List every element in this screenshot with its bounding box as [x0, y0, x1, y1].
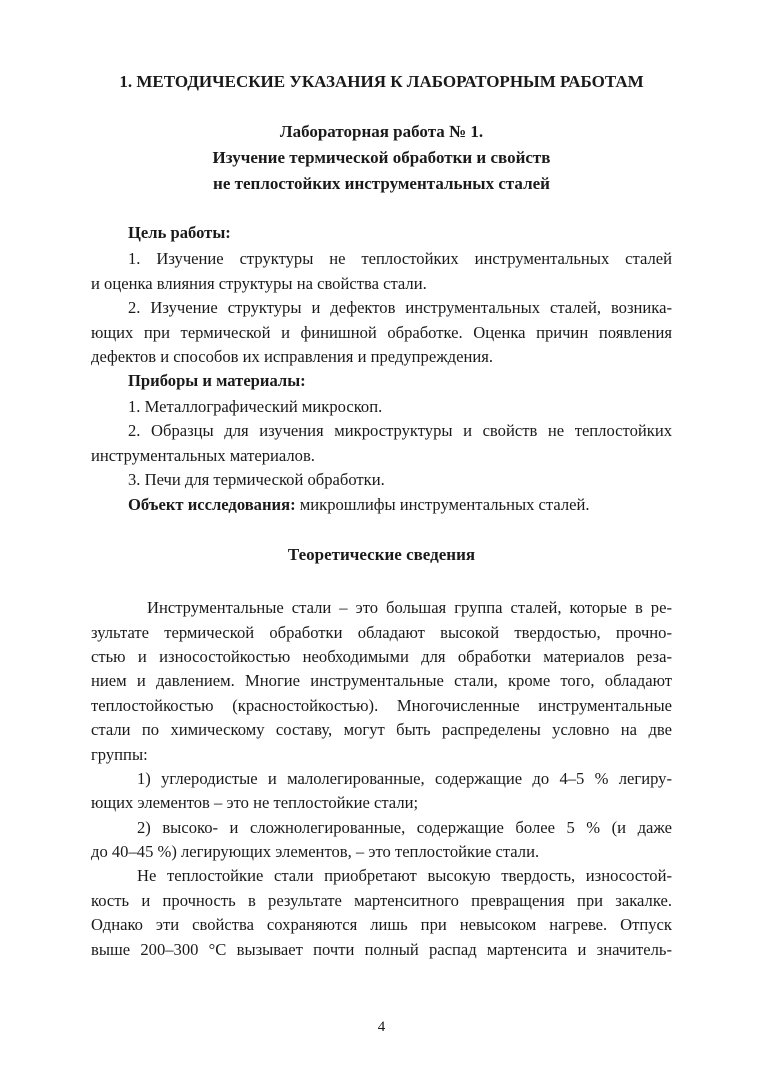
theory-p2-line-4: выше 200–300 °С вызывает почти полный распад мартенсита и значитель- — [91, 940, 672, 959]
goal-item-2-line-1: 2. Изучение структуры и дефектов инструментальных сталей, возника- — [128, 298, 672, 317]
equipment-item-1: 1. Металлографический микроскоп. — [128, 397, 383, 416]
theory-p2-line-3: Однако эти свойства сохраняются лишь при невысоком нагреве. Отпуск — [91, 915, 672, 934]
object-text: микрошлифы инструментальных сталей. — [295, 495, 590, 514]
theory-p1-line-5: теплостойкостью (красностойкостью). Многочисленные инструментальные — [91, 696, 672, 715]
theory-group-1-line-1: 1) углеродистые и малолегированные, содержащие до 4–5 % легиру- — [137, 769, 672, 788]
goal-item-1-line-2: и оценка влияния структуры на свойства стали. — [91, 274, 427, 293]
lab-number: Лабораторная работа № 1. — [279, 122, 484, 141]
goal-item-2-line-3: дефектов и способов их исправления и предупреждения. — [91, 347, 494, 366]
theory-group-1-line-2: ющих элементов – это не теплостойкие стали; — [91, 793, 419, 812]
theory-p1-line-2: зультате термической обработки обладают высокой твердостью, прочно- — [91, 623, 672, 642]
theory-p1-line-3: стью и износостойкостью необходимыми для обработки материалов реза- — [91, 647, 672, 666]
theory-p1-line-6: стали по химическому составу, могут быть распределены условно на две — [91, 720, 672, 739]
theory-p1-line-7: группы: — [91, 745, 148, 764]
theory-heading: Теоретические сведения — [287, 545, 476, 564]
theory-group-2-line-1: 2) высоко- и сложнолегированные, содержащие более 5 % (и даже — [137, 818, 672, 837]
lab-title-line-1: Изучение термической обработки и свойств — [212, 148, 551, 167]
theory-p2-line-2: кость и прочность в результате мартенситного превращения при закалке. — [91, 891, 672, 910]
goal-item-1-line-1: 1. Изучение структуры не теплостойких инструментальных сталей — [128, 249, 672, 268]
theory-p1-line-1: Инструментальные стали – это большая группа сталей, которые в ре- — [147, 598, 672, 617]
lab-title-line-2: не теплостойких инструментальных сталей — [213, 174, 550, 193]
equipment-item-2-line-1: 2. Образцы для изучения микроструктуры и свойств не теплостойких — [128, 421, 672, 440]
page-number: 4 — [377, 1019, 386, 1035]
object-label: Объект исследования: — [128, 495, 296, 514]
section-title: 1. МЕТОДИЧЕСКИЕ УКАЗАНИЯ К ЛАБОРАТОРНЫМ РАБОТАМ — [119, 72, 644, 91]
object-line — [128, 495, 590, 515]
equipment-item-3: 3. Печи для термической обработки. — [128, 470, 385, 489]
theory-p2-line-1: Не теплостойкие стали приобретают высокую твердость, износостой- — [137, 866, 672, 885]
equipment-heading: Приборы и материалы: — [128, 371, 306, 390]
theory-group-2-line-2: до 40–45 %) легирующих элементов, – это теплостойкие стали. — [91, 842, 540, 861]
goal-heading: Цель работы: — [128, 223, 231, 242]
equipment-item-2-line-2: инструментальных материалов. — [91, 446, 315, 465]
goal-item-2-line-2: ющих при термической и финишной обработке. Оценка причин появления — [91, 323, 672, 342]
theory-p1-line-4: нием и давлением. Многие инструментальные стали, кроме того, обладают — [91, 671, 672, 690]
